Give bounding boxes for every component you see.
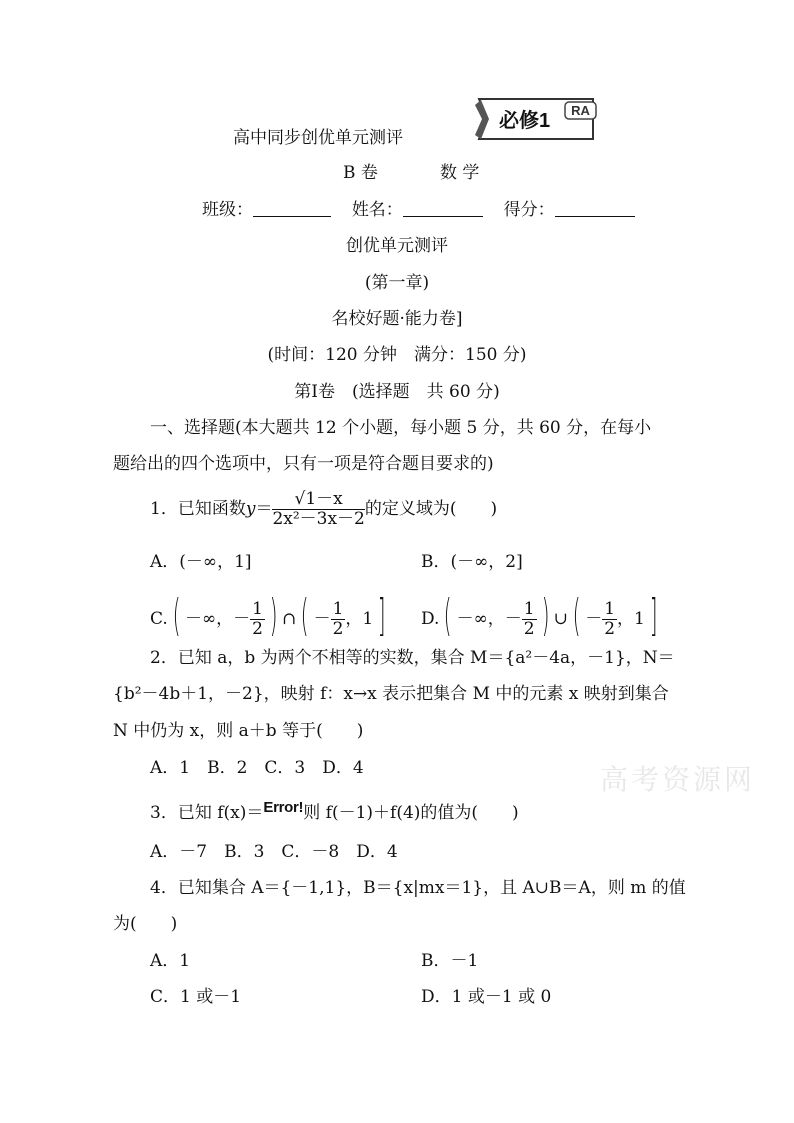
watermark: 高考资源网	[600, 763, 756, 796]
q1-option-a[interactable]: A．(－∞，1]	[150, 552, 252, 572]
subject-label: 数 学	[440, 163, 480, 183]
series-title: 高中同步创优单元测评	[233, 128, 403, 148]
q1-option-b[interactable]: B．(－∞，2]	[421, 552, 523, 572]
question-4-line1: 4．已知集合 A＝{－1,1}，B＝{x|mx＝1}，且 A∪B＝A，则 m 的值	[150, 878, 686, 898]
badge-text: 必修1	[499, 110, 551, 132]
q1-option-d[interactable]: D. ( －∞，－ $\frac{1}{2}$ ) ∪ ( － $\frac{1}{2}$ ，1 ]	[421, 590, 658, 641]
textbook-badge	[473, 97, 599, 143]
chapter-label: (第一章)	[364, 273, 430, 293]
volume-label: B 卷	[343, 163, 378, 183]
q4-option-d[interactable]: D．1 或－1 或 0	[421, 987, 552, 1007]
paper-type: 名校好题·能力卷]	[331, 309, 463, 329]
q2-options[interactable]: A．1 B．2 C．3 D．4	[150, 758, 364, 778]
student-info-row	[202, 200, 635, 220]
question-2-line3: N 中仍为 x，则 a＋b 等于( )	[113, 721, 364, 741]
time-info: (时间：120 分钟 满分：150 分)	[267, 345, 527, 365]
part-title: 第Ⅰ卷 (选择题 共 60 分)	[294, 382, 500, 402]
q3-options[interactable]: A．－7 B．3 C．－8 D．4	[150, 842, 398, 862]
q4-option-c[interactable]: C．1 或－1	[150, 987, 242, 1007]
question-2-line1: 2．已知 a，b 为两个不相等的实数，集合 M＝{a²－4a，－1}，N＝	[150, 648, 675, 668]
name-field[interactable]	[403, 200, 483, 217]
question-2-line2: {b²－4b＋1，－2}，映射 f：x→x 表示把集合 M 中的元素 x 映射到集合	[113, 684, 669, 704]
class-field[interactable]	[253, 200, 331, 217]
score-label: 得分：	[503, 200, 555, 220]
q4-option-b[interactable]: B．－1	[421, 951, 479, 971]
question-1: 1．已知函数y＝ $\frac{√1-x}{\text{2x²－3x－2}}$ 的定义域为( )	[150, 489, 498, 529]
main-title: 创优单元测评	[346, 236, 448, 256]
question-3: 3．已知 f(x)＝Error!则 f(－1)＋f(4)的值为( )	[150, 799, 519, 823]
q4-option-a[interactable]: A．1	[150, 951, 191, 971]
section-instructions-line1: 一、选择题(本大题共 12 个小题，每小题 5 分，共 60 分，在每小	[150, 418, 652, 438]
section-instructions-line2: 题给出的四个选项中，只有一项是符合题目要求的)	[113, 454, 494, 474]
class-label: 班级：	[202, 200, 253, 220]
error-placeholder: Error!	[263, 799, 304, 816]
section-heading: 一、选择题	[150, 418, 235, 438]
score-field[interactable]	[555, 200, 635, 217]
name-label: 姓名：	[351, 200, 403, 220]
question-4-line2: 为( )	[113, 914, 178, 934]
q1-option-c[interactable]: C. ( －∞，－ $\frac{1}{2}$ ) ∩ ( － $\frac{1}{2}$ ，1 ]	[150, 590, 386, 641]
badge-tag: RA	[571, 103, 590, 118]
q1-fraction: $\frac{√1-x}{\text{2x²－3x－2}}$	[272, 489, 365, 529]
